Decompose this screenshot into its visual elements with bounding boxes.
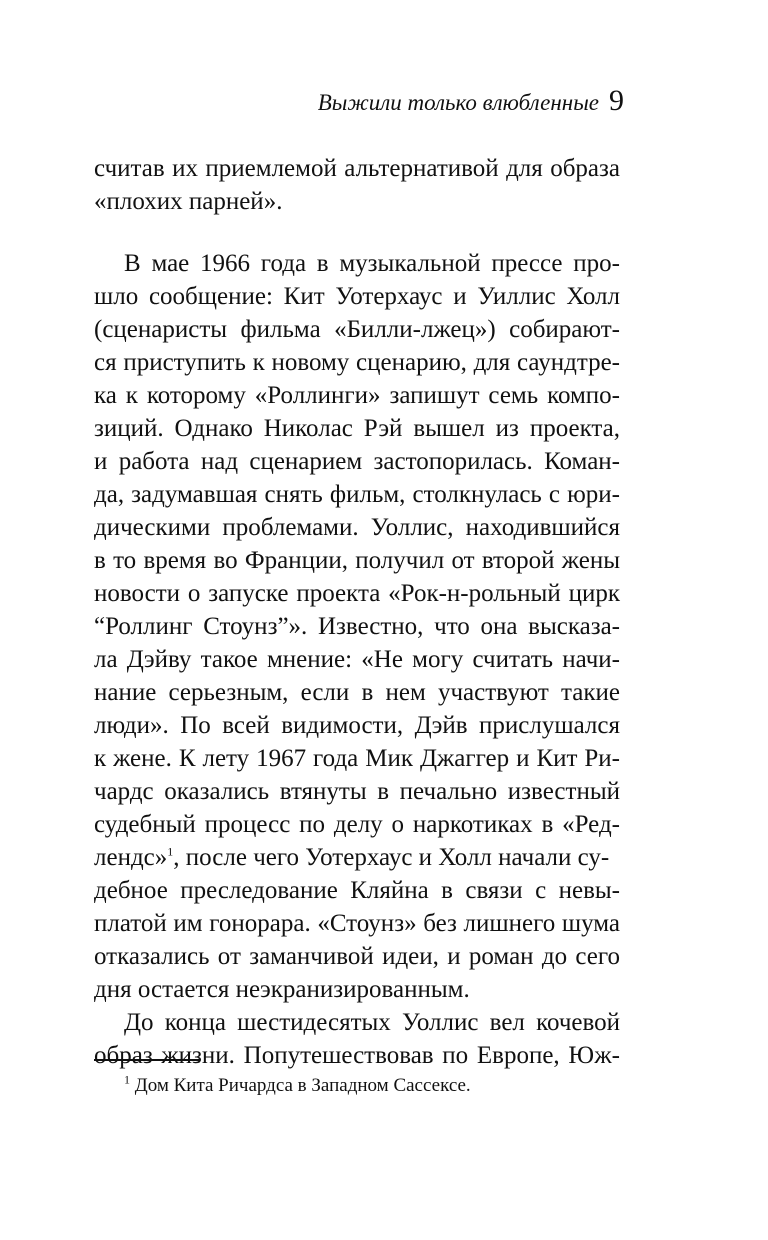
footnote-marker: 1 bbox=[124, 1072, 130, 1087]
text-line: образ жизни. Попутешествовав по Европе, Юж- bbox=[94, 1042, 620, 1069]
text-line: ся приступить к новому сценарию, для саундтре- bbox=[94, 349, 620, 376]
footnote-rule bbox=[94, 1059, 200, 1061]
text-line: ла Дэйву такое мнение: «Не могу считать начи- bbox=[94, 646, 620, 673]
text-line: отказались от заманчивой идеи, и роман до сего bbox=[94, 943, 620, 970]
text-line: «плохих парней». bbox=[94, 188, 283, 215]
text-line: зиций. Однако Николас Рэй вышел из проекта, bbox=[94, 415, 620, 442]
text-line: До конца шестидесятых Уоллис вел кочевой bbox=[124, 1009, 620, 1036]
text-line bbox=[94, 841, 620, 874]
text-line: дня остается неэкранизированным. bbox=[94, 976, 470, 1003]
text-line: судебный процесс по делу о наркотиках в «Ред- bbox=[94, 811, 620, 838]
text-line: (сценаристы фильма «Билли-лжец») собирают- bbox=[94, 316, 620, 343]
text-line: платой им гонорара. «Стоунз» без лишнего шума bbox=[94, 910, 620, 937]
page-number: 9 bbox=[609, 84, 624, 117]
text-line: люди». По всей видимости, Дэйв прислушался bbox=[94, 712, 620, 739]
text-line: дебное преследование Кляйна в связи с невы- bbox=[94, 877, 620, 904]
footnote-ref: 1 bbox=[167, 844, 174, 859]
text-line: в то время во Франции, получил от второй жены bbox=[94, 547, 620, 574]
text-line: В мае 1966 года в музыкальной прессе про- bbox=[124, 250, 620, 277]
text-line: да, задумавшая снять фильм, столкнулась с юри- bbox=[94, 481, 620, 508]
text-line: ка к которому «Роллинги» запишут семь компо- bbox=[94, 382, 620, 409]
text-line: “Роллинг Стоунз”». Известно, что она высказа- bbox=[94, 613, 620, 640]
text-line: к жене. К лету 1967 года Мик Джаггер и Кит Ри- bbox=[94, 745, 620, 772]
text-line: и работа над сценарием застопорилась. Коман- bbox=[94, 448, 620, 475]
footnote bbox=[124, 1072, 624, 1100]
footnote-text: Дом Кита Ричардса в Западном Сассексе. bbox=[134, 1075, 471, 1096]
text-line: дическими проблемами. Уоллис, находившийся bbox=[94, 514, 620, 541]
text-line: шло сообщение: Кит Уотерхаус и Уиллис Холл bbox=[94, 283, 620, 310]
text-line: считав их приемлемой альтернативой для образа bbox=[94, 155, 620, 182]
running-title: Выжили только влюбленные bbox=[317, 90, 599, 115]
running-head bbox=[94, 84, 624, 128]
text-fragment: , после чего Уотерхаус и Холл начали су- bbox=[173, 844, 610, 871]
text-line: новости о запуске проекта «Рок-н-рольный цирк bbox=[94, 580, 620, 607]
text-line: чардс оказались втянуты в печально известный bbox=[94, 778, 620, 805]
text-line: нание серьезным, если в нем участвуют такие bbox=[94, 679, 620, 706]
text-fragment: с» bbox=[143, 844, 168, 871]
text-fragment: ленд bbox=[94, 844, 144, 871]
